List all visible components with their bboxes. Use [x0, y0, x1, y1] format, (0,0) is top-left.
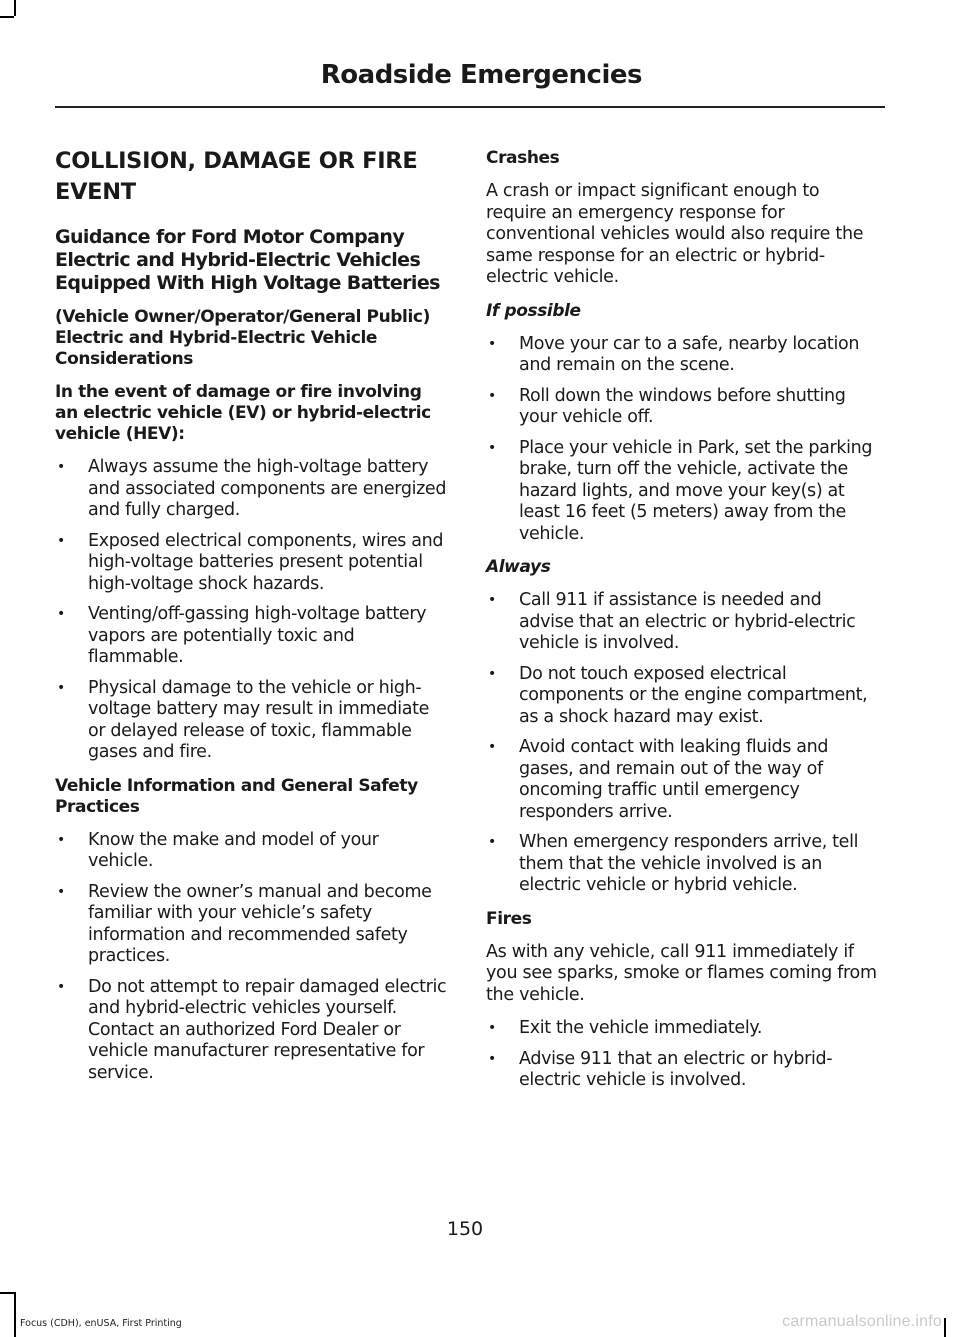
- if-possible-list: [486, 334, 878, 546]
- left-column: [55, 146, 447, 1096]
- list-item: • Advise 911 that an electric or hybrid-electric vehicle is involved.: [486, 1049, 878, 1092]
- list-item: • Exit the vehicle immediately.: [486, 1018, 878, 1040]
- list-item: • Exposed electrical components, wires and high-voltage batteries present potential high-voltage shock hazards.: [55, 531, 447, 596]
- list-item: • Avoid contact with leaking fluids and gases, and remain out of the way of oncoming traffic until emergency responders arrive.: [486, 737, 878, 823]
- always-heading: Always: [486, 557, 551, 577]
- list-item: • Place your vehicle in Park, set the parking brake, turn off the vehicle, activate the hazard lights, and move your key(s) at least 16 feet (5 meters) away from the vehicle.: [486, 438, 878, 546]
- considerations-heading: Electric and Hybrid-Electric Vehicle Considerations: [55, 328, 378, 369]
- crop-mark: [0, 16, 14, 18]
- crop-mark: [944, 1318, 946, 1337]
- fires-heading: Fires: [486, 908, 532, 929]
- if-possible-heading: If possible: [486, 300, 581, 321]
- list-item: • Review the owner’s manual and become familiar with your vehicle’s safety information and recommended safety practices.: [55, 882, 447, 968]
- list-item: • Do not touch exposed electrical components or the engine compartment, as a shock hazard may exist.: [486, 664, 878, 729]
- crop-mark: [14, 0, 16, 16]
- fires-list: [486, 1018, 878, 1092]
- list-item: • Roll down the windows before shutting your vehicle off.: [486, 386, 878, 429]
- crop-mark: [0, 1292, 14, 1294]
- list-item: • Move your car to a safe, nearby location and remain on the scene.: [486, 334, 878, 377]
- page-number: 150: [446, 1218, 484, 1240]
- page-header-title: Roadside Emergencies: [320, 60, 642, 90]
- list-item: • When emergency responders arrive, tell them that the vehicle involved is an electric vehicle or hybrid vehicle.: [486, 832, 878, 897]
- event-list: [55, 457, 447, 764]
- fires-text: As with any vehicle, call 911 immediately if you see sparks, smoke or flames coming from the vehicle.: [486, 941, 877, 1005]
- guidance-heading: Guidance for Ford Motor Company Electric and Hybrid-Electric Vehicles Equipped With High Voltage Batteries: [55, 226, 440, 294]
- right-column: [486, 148, 878, 1104]
- always-list: [486, 590, 878, 897]
- safety-list: [55, 830, 447, 1085]
- watermark: carmanualsonline.info: [782, 1313, 942, 1330]
- list-item: • Know the make and model of your vehicle.: [55, 830, 447, 873]
- edition-footer: Focus (CDH), enUSA, First Printing: [20, 1318, 182, 1329]
- event-heading: In the event of damage or fire involving an electric vehicle (EV) or hybrid-electric vehicle (HEV):: [55, 382, 431, 444]
- list-item: • Venting/off-gassing high-voltage battery vapors are potentially toxic and flammable.: [55, 604, 447, 669]
- crashes-heading: Crashes: [486, 148, 560, 168]
- header-rule: [55, 106, 885, 108]
- list-item: • Call 911 if assistance is needed and advise that an electric or hybrid-electric vehicle is involved.: [486, 590, 878, 655]
- audience-heading: (Vehicle Owner/Operator/General Public): [55, 307, 430, 327]
- list-item: • Always assume the high-voltage battery and associated components are energized and fully charged.: [55, 457, 447, 522]
- crashes-text: A crash or impact significant enough to require an emergency response for conventional vehicles would also require the same response for an electric or hybrid-electric vehicle.: [486, 181, 864, 287]
- safety-heading: Vehicle Information and General Safety Practices: [55, 775, 418, 817]
- crop-mark: [14, 1292, 16, 1337]
- section-title: COLLISION, DAMAGE OR FIRE EVENT: [55, 148, 418, 205]
- list-item: • Physical damage to the vehicle or high-voltage battery may result in immediate or delayed release of toxic, flammable gases and fire.: [55, 678, 447, 764]
- list-item: • Do not attempt to repair damaged electric and hybrid-electric vehicles yourself. Contact an authorized Ford Dealer or vehicle manufacturer representative for service.: [55, 977, 447, 1085]
